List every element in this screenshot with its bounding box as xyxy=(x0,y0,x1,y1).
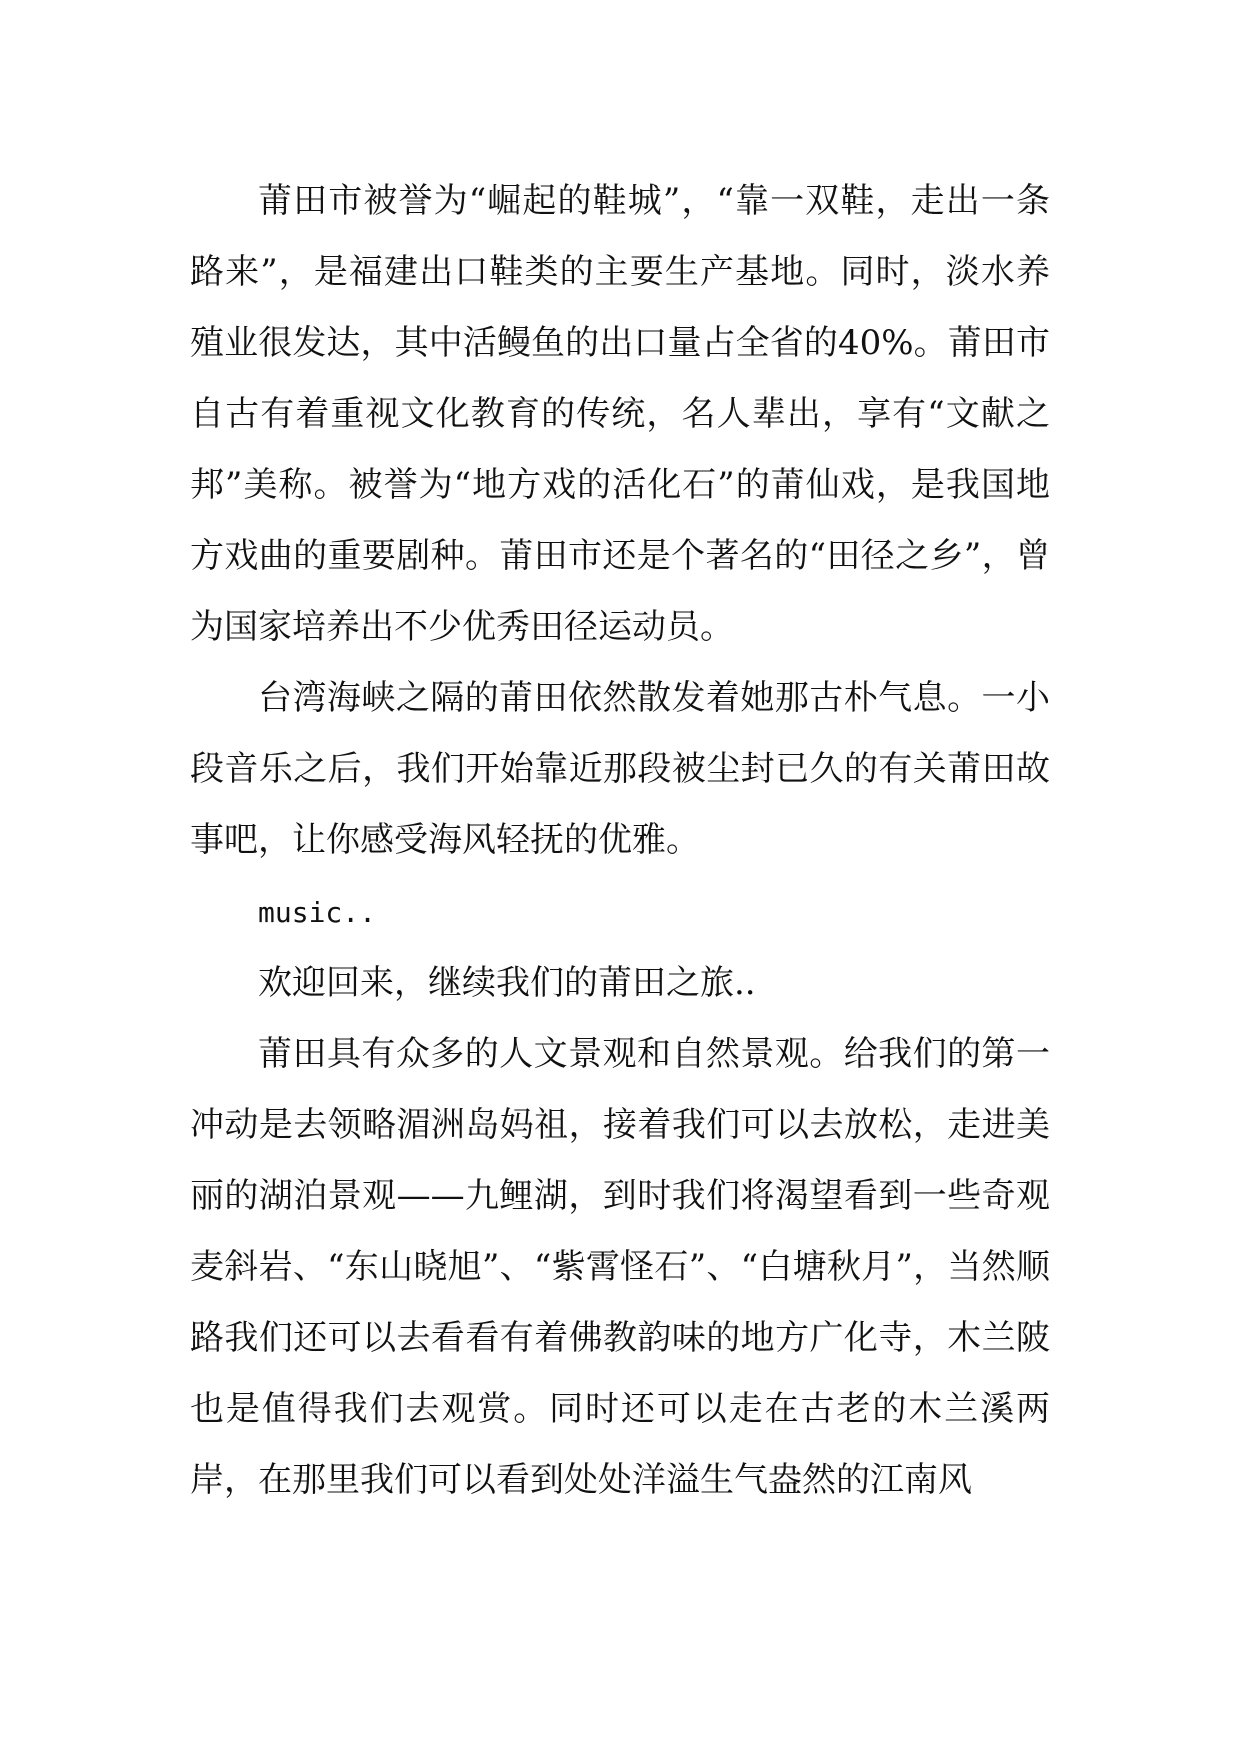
paragraph-putian-overview: 莆田市被誉为“崛起的鞋城”，“靠一双鞋，走出一条路来”，是福建出口鞋类的主要生产基地。同时，淡水养殖业很发达，其中活鳗鱼的出口量占全省的40%。莆田市自古有着重视文化教育的传统，名人辈出，享有“文献之邦”美称。被誉为“地方戏的活化石”的莆仙戏，是我国地方戏曲的重要剧种。莆田市还是个著名的“田径之乡”，曾为国家培养出不少优秀田径运动员。 xyxy=(190,181,1050,647)
music-text: music.. xyxy=(258,896,377,929)
paragraph-scenic-spots: 莆田具有众多的人文景观和自然景观。给我们的第一冲动是去领略湄洲岛妈祖，接着我们可以去放松，走进美丽的湖泊景观——九鲤湖，到时我们将渴望看到一些奇观麦斜岩、“东山晓旭”、“紫霄怪石”、“白塘秋月”，当然顺路我们还可以去看看有着佛教韵味的地方广化寺，木兰陂也是值得我们去观赏。同时还可以走在古老的木兰溪两岸，在那里我们可以看到处处洋溢生气盎然的江南风 xyxy=(190,1034,1050,1500)
paragraph-music xyxy=(190,876,1050,948)
paragraph-welcome-back: 欢迎回来，继续我们的莆田之旅.. xyxy=(258,963,756,1003)
document-body xyxy=(190,166,1050,1516)
paragraph-taiwan-strait: 台湾海峡之隔的莆田依然散发着她那古朴气息。一小段音乐之后，我们开始靠近那段被尘封已久的有关莆田故事吧，让你感受海风轻抚的优雅。 xyxy=(190,678,1050,860)
